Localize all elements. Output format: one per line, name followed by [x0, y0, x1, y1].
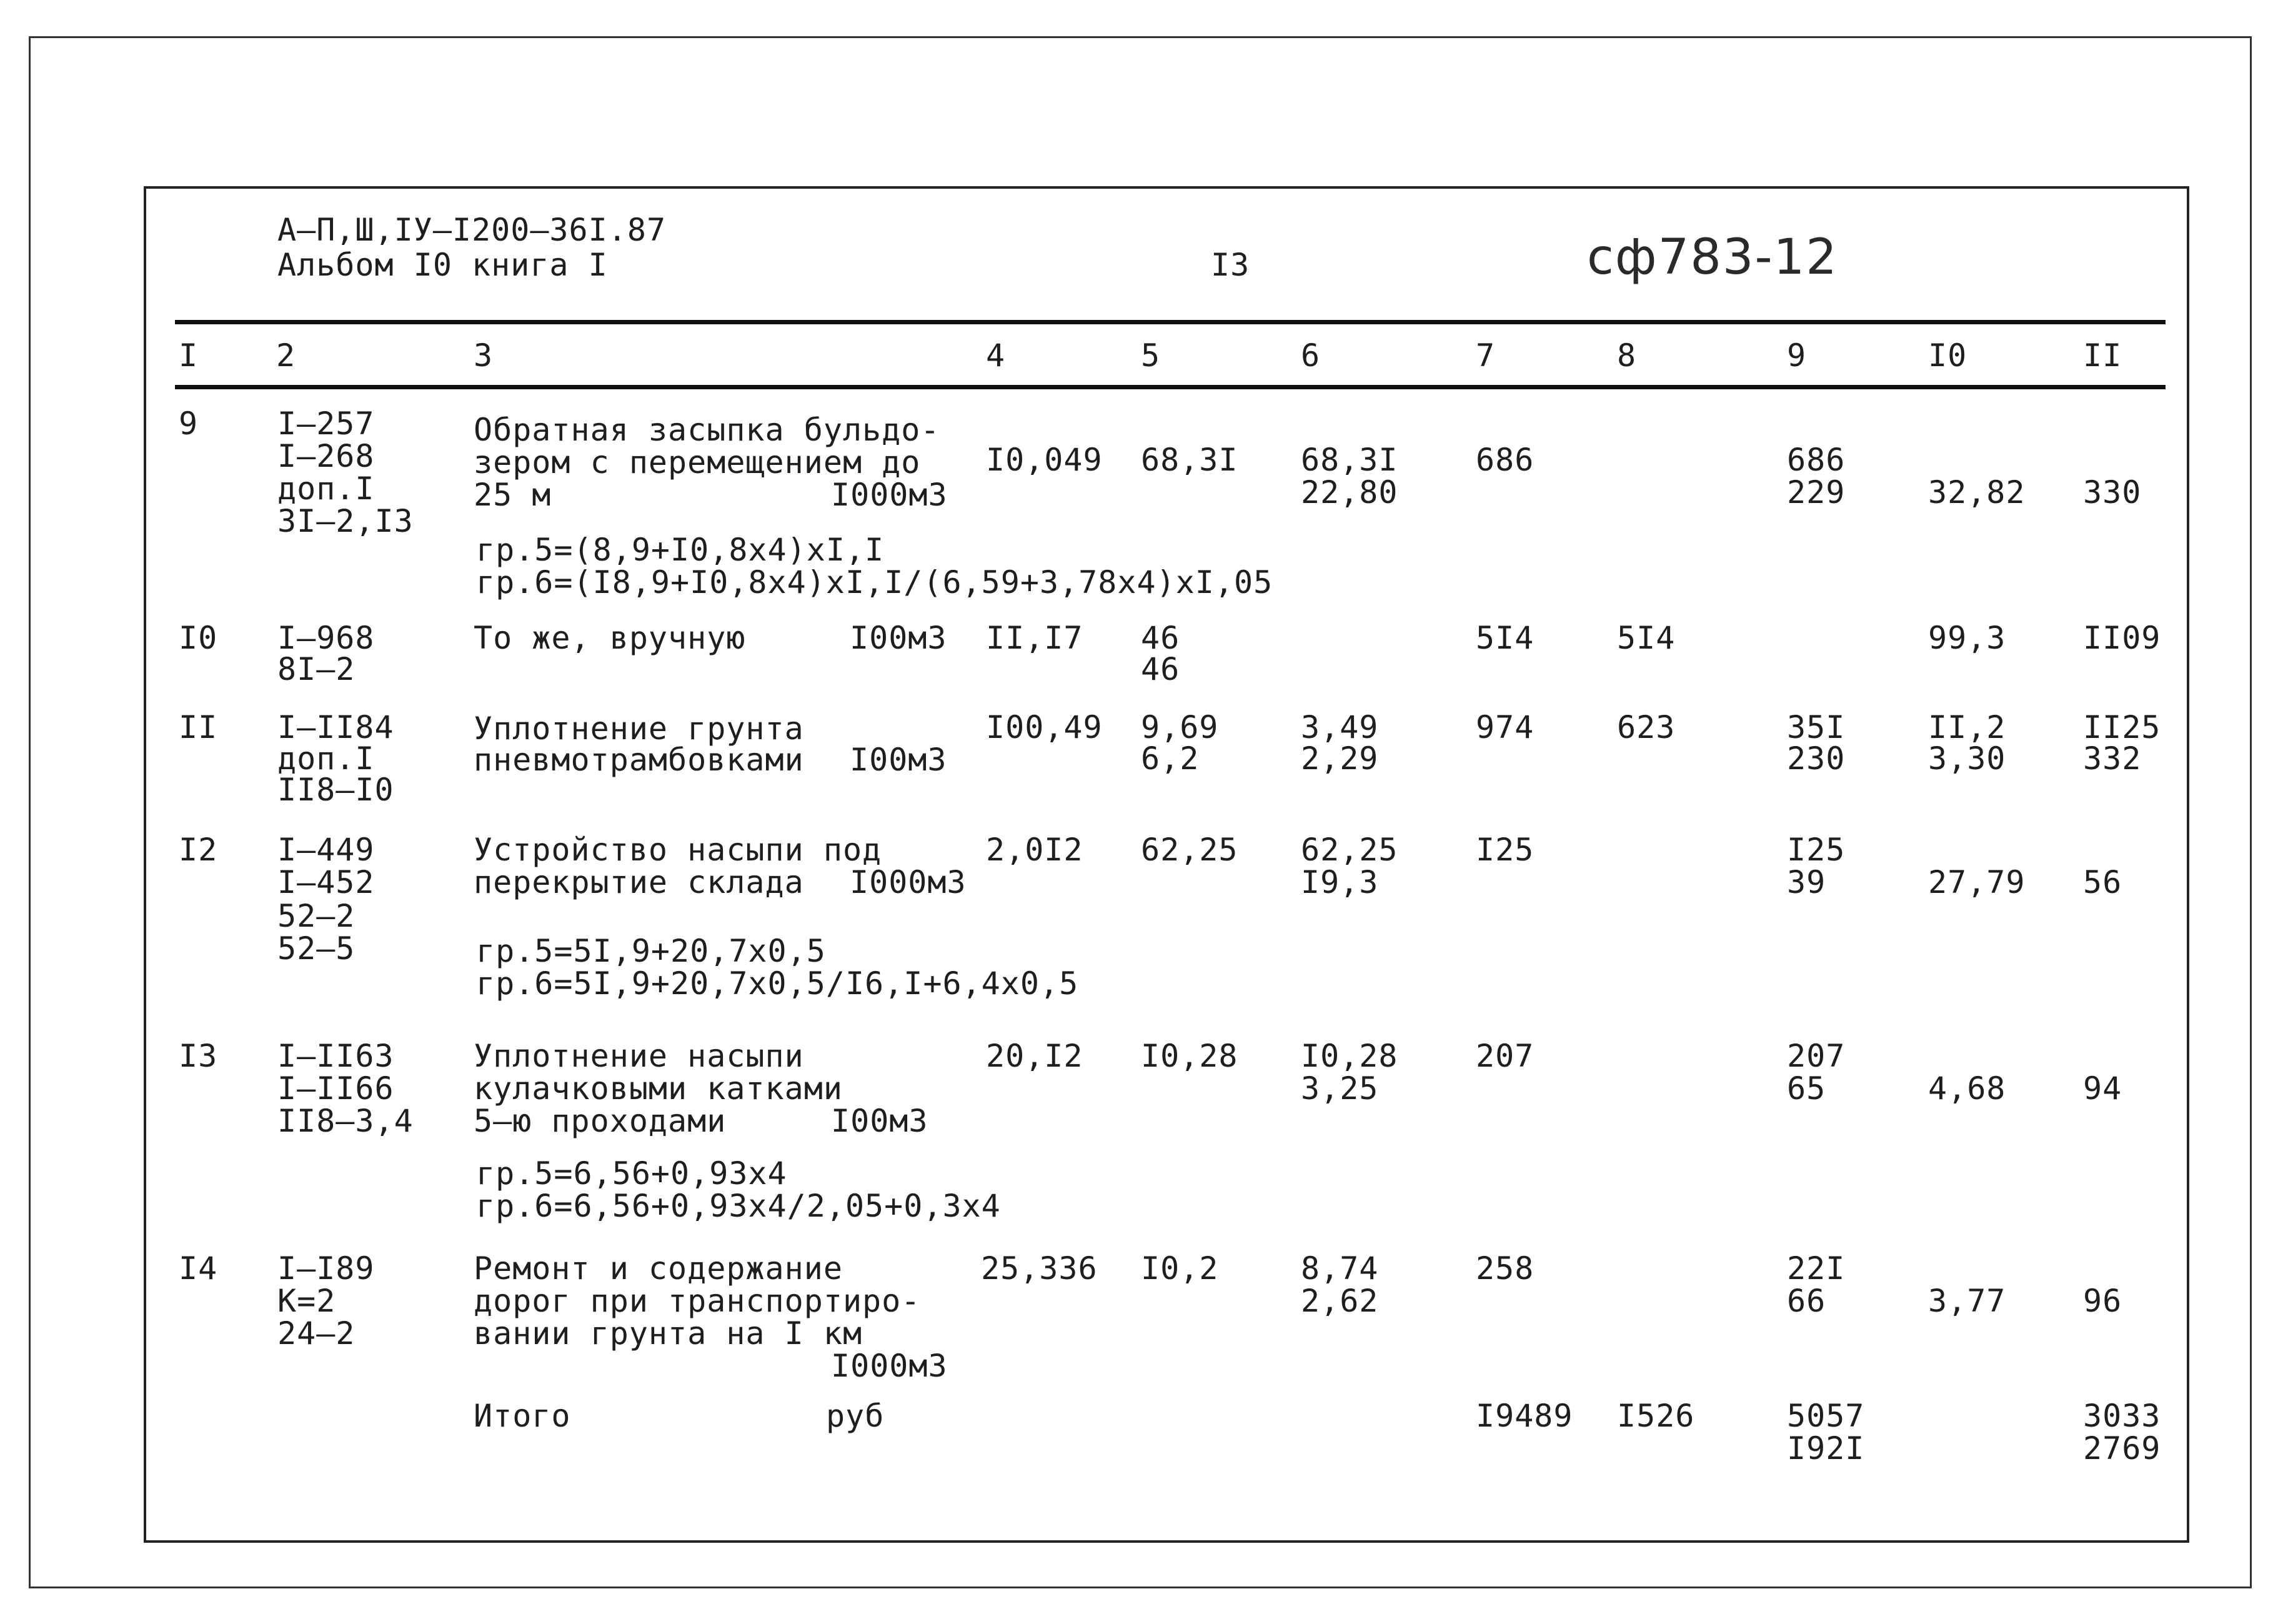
total-unit: руб — [826, 1398, 885, 1434]
work-description: пневмотрамбовками — [474, 742, 804, 778]
cell-col4: 25,336 — [981, 1250, 1098, 1287]
col-header-7: 7 — [1476, 337, 1496, 374]
unit-of-measure: I000м3 — [831, 477, 948, 513]
cell-col7: 258 — [1476, 1250, 1534, 1287]
work-description: зером с перемещением до — [474, 444, 921, 481]
header-bottom-rule — [175, 385, 2166, 389]
cell-col5: 46 — [1141, 620, 1180, 656]
formula: гр.6=(I8,9+I0,8x4)xI,I/(6,59+3,78x4)xI,05 — [476, 564, 1273, 600]
row-number: I3 — [179, 1038, 218, 1074]
cell-col10: 99,3 — [1928, 620, 2006, 656]
page-number: I3 — [1211, 247, 1250, 283]
total-col7: I9489 — [1476, 1398, 1573, 1434]
cell-col5: 62,25 — [1141, 832, 1238, 868]
cell-col4: 2,0I2 — [986, 832, 1083, 868]
norm-code: 8I–2 — [277, 651, 356, 687]
unit-of-measure: I000м3 — [831, 1348, 948, 1384]
cell-col6: 22,80 — [1301, 474, 1398, 511]
norm-code: I–I89 — [277, 1250, 375, 1287]
norm-code: I–968 — [277, 620, 375, 656]
formula: гр.6=6,56+0,93x4/2,05+0,3x4 — [476, 1188, 1001, 1224]
work-description: 25 м — [474, 477, 552, 513]
cell-col10: 3,77 — [1928, 1283, 2006, 1319]
norm-code: I–II66 — [277, 1070, 394, 1107]
cell-col5: 6,2 — [1141, 740, 1200, 777]
handwritten-stamp: сф783-12 — [1587, 229, 1838, 286]
cell-col6: I9,3 — [1301, 864, 1379, 900]
unit-of-measure: I00м3 — [850, 742, 947, 778]
cell-col11: 94 — [2083, 1070, 2122, 1107]
norm-code: 3I–2,I3 — [277, 503, 414, 539]
norm-code: К=2 — [277, 1283, 336, 1319]
cell-col9: 66 — [1787, 1283, 1826, 1319]
formula: гр.5=5I,9+20,7x0,5 — [476, 933, 826, 969]
cell-col9: 65 — [1787, 1070, 1826, 1107]
cell-col9: 229 — [1787, 474, 1846, 511]
cell-col6: 3,25 — [1301, 1070, 1379, 1107]
cell-col4: I00,49 — [986, 709, 1103, 745]
col-header-11: II — [2083, 337, 2122, 374]
cell-col6: 68,3I — [1301, 442, 1398, 478]
album-label: Альбом I0 книга I — [277, 247, 608, 283]
col-header-3: 3 — [474, 337, 494, 374]
cell-col4: I0,049 — [986, 442, 1103, 478]
document-code: А–П,Ш,IУ–I200–36I.87 — [277, 212, 667, 248]
norm-code: I–268 — [277, 438, 375, 474]
norm-code: доп.I — [277, 740, 375, 777]
cell-col4: II,I7 — [986, 620, 1083, 656]
cell-col10: 3,30 — [1928, 740, 2006, 777]
cell-col6: 2,62 — [1301, 1283, 1379, 1319]
cell-col11: II09 — [2083, 620, 2161, 656]
work-description: Ремонт и содержание — [474, 1250, 843, 1287]
work-description: дорог при транспортиро- — [474, 1283, 921, 1319]
cell-col11: 56 — [2083, 864, 2122, 900]
cell-col7: 207 — [1476, 1038, 1534, 1074]
cell-col4: 20,I2 — [986, 1038, 1083, 1074]
cell-col8: 5I4 — [1617, 620, 1676, 656]
unit-of-measure: I000м3 — [850, 864, 967, 900]
work-description: Уплотнение насыпи — [474, 1038, 804, 1074]
norm-code: доп.I — [277, 471, 375, 507]
col-header-9: 9 — [1787, 337, 1807, 374]
cell-col5: I0,28 — [1141, 1038, 1238, 1074]
work-description: 5–ю проходами — [474, 1103, 727, 1139]
cell-col7: 5I4 — [1476, 620, 1534, 656]
total-col11: 3033 — [2083, 1398, 2161, 1434]
cell-col9: I25 — [1787, 832, 1846, 868]
row-number: I0 — [179, 620, 218, 656]
norm-code: I–452 — [277, 864, 375, 900]
work-description: перекрытие склада — [474, 864, 804, 900]
work-description: Уплотнение грунта — [474, 710, 804, 747]
cell-col7: 686 — [1476, 442, 1534, 478]
total-col9: I92I — [1787, 1430, 1865, 1467]
col-header-4: 4 — [986, 337, 1006, 374]
norm-code: I–449 — [277, 832, 375, 868]
norm-code: II8–3,4 — [277, 1103, 414, 1139]
unit-of-measure: I00м3 — [831, 1103, 928, 1139]
row-number: II — [179, 709, 218, 745]
col-header-10: I0 — [1928, 337, 1967, 374]
col-header-5: 5 — [1141, 337, 1161, 374]
unit-of-measure: I00м3 — [850, 620, 947, 656]
col-header-6: 6 — [1301, 337, 1321, 374]
row-number: I4 — [179, 1250, 218, 1287]
cell-col8: 623 — [1617, 709, 1676, 745]
cell-col11: II25 — [2083, 709, 2161, 745]
cell-col11: 330 — [2083, 474, 2142, 511]
norm-code: I–II84 — [277, 709, 394, 745]
cell-col5: 46 — [1141, 651, 1180, 687]
cell-col7: I25 — [1476, 832, 1534, 868]
col-header-2: 2 — [276, 337, 296, 374]
cell-col9: 207 — [1787, 1038, 1846, 1074]
col-header-8: 8 — [1617, 337, 1637, 374]
cell-col10: 27,79 — [1928, 864, 2026, 900]
cell-col6: I0,28 — [1301, 1038, 1398, 1074]
work-description: вании грунта на I км — [474, 1315, 863, 1352]
cell-col6: 3,49 — [1301, 709, 1379, 745]
cell-col5: 9,69 — [1141, 709, 1219, 745]
cell-col11: 96 — [2083, 1283, 2122, 1319]
cell-col9: 22I — [1787, 1250, 1846, 1287]
cell-col6: 2,29 — [1301, 740, 1379, 777]
total-col11: 2769 — [2083, 1430, 2161, 1467]
cell-col10: 4,68 — [1928, 1070, 2006, 1107]
work-description: То же, вручную — [474, 620, 746, 656]
norm-code: I–II63 — [277, 1038, 394, 1074]
formula: гр.5=(8,9+I0,8x4)xI,I — [476, 532, 885, 568]
col-header-1: I — [179, 337, 199, 374]
cell-col10: 32,82 — [1928, 474, 2026, 511]
total-label: Итого — [474, 1398, 571, 1434]
norm-code: I–257 — [277, 406, 375, 442]
cell-col7: 974 — [1476, 709, 1534, 745]
norm-code: 52–5 — [277, 930, 356, 967]
total-col9: 5057 — [1787, 1398, 1865, 1434]
row-number: 9 — [179, 406, 199, 442]
norm-code: II8–I0 — [277, 772, 394, 808]
cell-col9: 230 — [1787, 740, 1846, 777]
work-description: кулачковыми катками — [474, 1070, 843, 1107]
formula: гр.6=5I,9+20,7x0,5/I6,I+6,4x0,5 — [476, 965, 1079, 1002]
cell-col9: 39 — [1787, 864, 1826, 900]
row-number: I2 — [179, 832, 218, 868]
cell-col5: 68,3I — [1141, 442, 1238, 478]
cell-col6: 8,74 — [1301, 1250, 1379, 1287]
norm-code: 24–2 — [277, 1315, 356, 1352]
cell-col11: 332 — [2083, 740, 2142, 777]
cell-col5: I0,2 — [1141, 1250, 1219, 1287]
cell-col6: 62,25 — [1301, 832, 1398, 868]
cell-col9: 35I — [1787, 709, 1846, 745]
norm-code: 52–2 — [277, 898, 356, 934]
work-description: Обратная засыпка бульдо- — [474, 412, 940, 448]
work-description: Устройство насыпи под — [474, 832, 882, 868]
total-col8: I526 — [1617, 1398, 1695, 1434]
cell-col10: II,2 — [1928, 709, 2006, 745]
header-top-rule — [175, 320, 2166, 324]
formula: гр.5=6,56+0,93x4 — [476, 1155, 787, 1192]
cell-col9: 686 — [1787, 442, 1846, 478]
